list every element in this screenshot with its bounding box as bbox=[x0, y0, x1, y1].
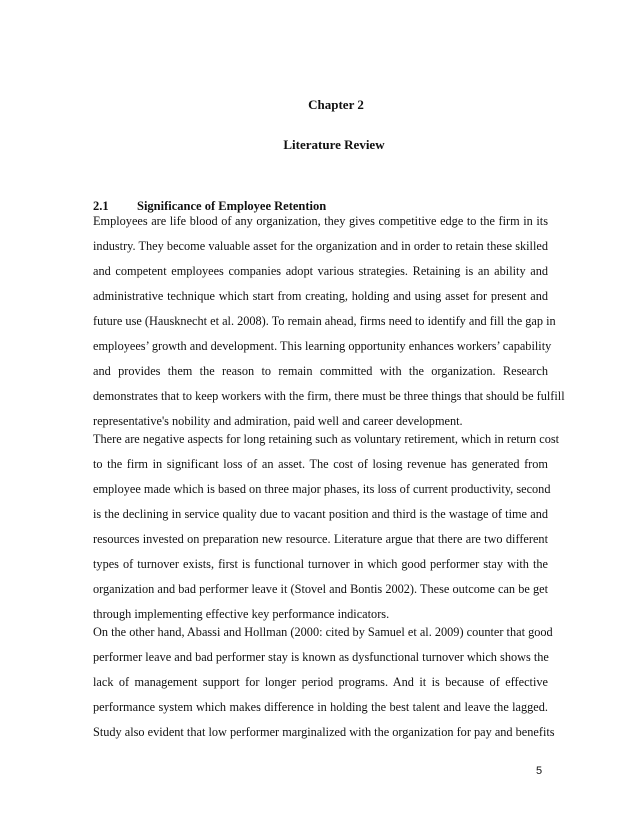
text-line: types of turnover exists, first is functional turnover in which good performer stay with the bbox=[93, 557, 548, 571]
section-title: Significance of Employee Retention bbox=[137, 199, 327, 213]
chapter-title: Chapter 2 bbox=[308, 97, 364, 112]
text-line: employees’ growth and development. This learning opportunity enhances workers’ capability bbox=[93, 339, 552, 353]
text-line: performance system which makes difference in holding the best talent and leave the lagged. bbox=[93, 700, 548, 714]
text-line: administrative technique which start from creating, holding and using asset for present and bbox=[93, 289, 548, 303]
section-number: 2.1 bbox=[93, 199, 109, 213]
text-line: Study also evident that low performer marginalized with the organization for pay and benefits bbox=[93, 725, 555, 739]
text-line: Employees are life blood of any organization, they gives competitive edge to the firm in its bbox=[93, 214, 548, 228]
paragraph-3 bbox=[93, 620, 555, 745]
chapter-subtitle: Literature Review bbox=[283, 137, 385, 152]
text-line: and provides them the reason to remain committed with the organization. Research bbox=[93, 364, 548, 378]
page-number: 5 bbox=[536, 765, 543, 777]
paragraph-2 bbox=[93, 427, 560, 627]
text-line: is the declining in service quality due to vacant position and third is the wastage of time and bbox=[93, 507, 548, 521]
text-line: lack of management support for longer period programs. And it is because of effective bbox=[93, 675, 548, 689]
text-line: demonstrates that to keep workers with the firm, there must be three things that should be fulfill bbox=[93, 389, 565, 403]
text-line: employee made which is based on three major phases, its loss of current productivity, second bbox=[93, 482, 551, 496]
text-line: through implementing effective key performance indicators. bbox=[93, 607, 390, 621]
text-line: resources invested on preparation new resource. Literature argue that there are two different bbox=[93, 532, 548, 546]
text-line: and competent employees companies adopt various strategies. Retaining is an ability and bbox=[93, 264, 548, 278]
text-line: to the firm in significant loss of an asset. The cost of losing revenue has generated from bbox=[93, 457, 548, 471]
text-line: performer leave and bad performer stay is known as dysfunctional turnover which shows the bbox=[93, 650, 549, 664]
text-line: representative's nobility and admiration, paid well and career development. bbox=[93, 414, 463, 428]
text-line: industry. They become valuable asset for the organization and in order to retain these skilled bbox=[93, 239, 548, 253]
text-line: On the other hand, Abassi and Hollman (2000: cited by Samuel et al. 2009) counter that good bbox=[93, 625, 553, 639]
text-line: future use (Hausknecht et al. 2008). To remain ahead, firms need to identify and fill the gap in bbox=[93, 314, 556, 328]
text-line: There are negative aspects for long retaining such as voluntary retirement, which in return cost bbox=[93, 432, 560, 446]
text-line: organization and bad performer leave it (Stovel and Bontis 2002). These outcome can be get bbox=[93, 582, 548, 596]
paragraph-1 bbox=[93, 209, 565, 434]
